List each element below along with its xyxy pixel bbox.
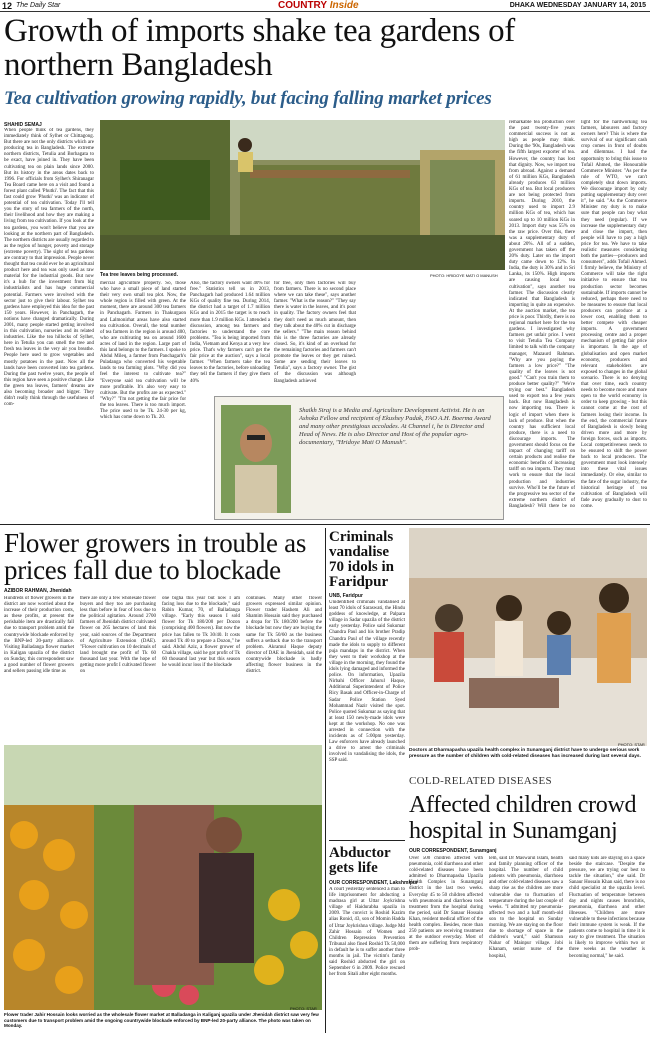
hospital-photo-caption: Doctors at Dharmapasha upazila health complex in Sunamganj district have to undergo serious work pressure as the number of children with cold-related diseases has increased during last several days. — [409, 748, 641, 759]
flower-col-1: Hundreds of flower growers in the district are now worried about the increase of their production costs, as these profits, at present the perishable item are drastically fall due to transport problem amid the countrywide blockade enforced by the BNP-led 20-party alliance. Visiting Balladanga flower market in Kaligan upazila of the district on Sunday, this correspondent saw a good number of flower growers and sellers passing idle time as — [4, 596, 74, 675]
hospital-col-1: Over 500 children affected with pneumonia, cold diarrhoea and other cold-related diseases have been admitted to Dharmapasha Upazila Health Complex in Sunamganj district in the last two weeks. Everyday 45 to 50 children affected with pneumonia and diarrhoea took treatment from the hospital during the period, said Dr Sanaur Hossain Khan, resident medical officer of the health complex. Besides, more than 250 patients are receiving treatment at the outdoor everyday. Most of them are suffering from respiratory prob- — [409, 856, 483, 953]
masthead — [0, 0, 650, 12]
column-rule — [325, 528, 326, 1033]
tea-deck: Tea cultivation growing rapidly, but facing falling market prices — [4, 88, 492, 109]
tea-photo — [100, 120, 505, 270]
abductor-headline: Abductor gets life — [329, 845, 391, 876]
tea-photo-caption: Tea tree leaves being processed. — [100, 272, 179, 278]
tea-col-2: mercial agriculture properly. So, those who have a small piece of land started their very own small tea plot. Now, the whole region is filled with green. At the moment, there are around 300 tea farmers in Panchagarh. Farmers in Thakurgaon and Lalmonirhat areas have also started tea cultivation. Overall, the total number of tea farmers in the region is around 400, who are cultivating tea on around 1600 acres of land in the region. Large part of this land belongs to the farmers. I spoke to Abdul Mileq, a farmer from Panchagarh's Puladanga who converted his vegetable lands to tea farming plots. "Why did you feel the interest to cultivate tea?" "Everyone said tea cultivation will be more profitable. It's also very easy to cultivate. But the profits are as expected." "Why?" "I'm not getting the fair price for the tea leaves. There is too much import. The price used to be Tk. 24-30 per kg, which has come down to Tk. 20. — [100, 281, 186, 421]
abductor-rule — [329, 840, 405, 841]
tea-col-6: district of Bangladesh? Will there be no light for the hardworking tea farmers, labourers and factory owners here? This is where the survival of our significant cash crop comes in front of doubts and dilemmas. I had the opportunity to bring this issue to Tofail Ahmed, the Honourable Commerce Minister. "As per the rule of WTO, we can't completely shut down imports. We discourage import by only putting supplementary duty over it", he said. "As the Commerce Minister my duty is to make sure that people can buy what they need (regular). If we increase the supplementary duty and close the import, then people will have to pay a high price for tea. We have to take realistic measures considering both the parties—producers and consumers", adds Tofail Ahmed. I firmly believe, the Ministry of Commerce will take the right initiative to ensure that tea production sector becomes sustainable. If imports cannot be reduced, perhaps there need to be measures to ensure that local producers can produce at a lower cost, enabling them to better compete with cheaper imports. A government processing centre and a proper mechanism of getting fair price is important. In the age of globalisation and open market economy, producers and relevant stakeholders are exposed to changes in the global scenario. There is no denying that over time, each country needs to become more and more open to the world economy in order to keep growing - but this cannot come at the cost of farmers losing their income. In the end, the commercial future of Bangladesh is slowly being driven more and more by foreign forces, such as imports. Local competitiveness needs to be ensured to shift the power back to local producers. The government must look intensely into these vital issues immediately. Or else, similar to the fate of the sugar industry, the historical heritage of tea cultivation of Bangladesh will fade away gradually to dust to come. — [509, 120, 647, 509]
abductor-byline: OUR CORRESPONDENT, Lakshmipur — [329, 880, 418, 886]
hospital-photo-image — [409, 528, 647, 746]
author-bio: Shaikh Siraj is a Media and Agriculture Development Activist. He is an Ashoka Fellow and recipient of Ekushey Padak, FAO A.H. Boerma Award and many other prestigious accolades. At Channel i, he is Director and Head of News. He is also Director and Host of the popular agro-documentary, "Hridoye Mati O Manush". — [299, 407, 491, 446]
tea-headline: Growth of imports shake tea gardens of northern Bangladesh — [4, 13, 515, 83]
hospital-photo-credit: PHOTO: STAR — [618, 742, 645, 747]
hospital-col-2: lem, said Dr Maswarul Islam, health and family planning officer of the hospital. The number of child patients with pneumonia, diarrhoea and other cold-related diseases saw a sharp rise as the children are more vulnerable due to fluctuation of temperature during the last couple of weeks. "I admitted my pneumonia-affected two and a half month-old son to the hospital on Sunday morning. We are staying on the floor due to shortage of space in the children's ward," said Shamsun Nahar of Mainpur village. Jobi Khanam, senior nurse of the hospital, — [489, 856, 563, 959]
flower-photo — [4, 745, 322, 1010]
flower-col-3: one bigha this year but now I am facing loss due to the blockade," said Rabin Kumar, 70, of Balladanga village. "Early this season I sold flower for Tk 180/200 per Dozon (comprising 400 flowers). But now the price has fallen to Tk 30/40. It costs around Tk 40 to prepare a Dozon," he said. Abdul Aziz, a flower grower of Chakla village, said he got profit of Tk 60 thousand last year but this season he would incur loss if the blockade — [162, 596, 240, 669]
flower-byline: AZIBOR RAHMAN, Jhenidah — [4, 588, 72, 594]
author-photo — [221, 405, 291, 513]
issue-date: DHAKA WEDNESDAY JANUARY 14, 2015 — [509, 2, 646, 9]
section-sub: Inside — [329, 0, 359, 11]
section-label: COUNTRY — [278, 0, 327, 11]
flower-photo-credit: PHOTO: STAR — [290, 1006, 317, 1011]
tea-photo-credit: PHOTO: HRIDOYE MATI O MANUSH — [430, 273, 498, 278]
idols-body: Unidentified criminals vandalised at least 70 idols of Saraswati, the Hindu goddess of knowledge, at Palpara village in Sadar upazila of the district early yesterday. Police said Sukumar Chandra Paul and his brother Pradip Chandra Paul of the village recently made the idols to supply to different puja mandaps in the district. When they went to their workshop at the village in the morning, they found the idols lying damaged and informed the police. On information, Upazila Nirbahi Officer Jahurul Haque, Additional Superintendent of Police Ricy Basak and Officer-in-Charge of Sadar Police Station Syed Mohammad Nazir visited the spot. Police quoted Sukumar as saying that at least 150 newly-made idols were kept at the workshop. No one was arrested in connection with the incidents as of 5:00pm yesterday. Law enforcers have already launched a drive to arrest the criminals involved in vandalising the idols, the SSP said. — [329, 600, 405, 764]
flower-col-2: there are only a few wholesale flower buyers and they too are purchasing less than before in fear of loss due to the political agitation. Around 2700 farmers of Jhenidah district cultivated flower on 265 hectares of land this year, said sources of the Department of Agriculture Extension (DAE). "Flower cultivation on 10 decimals of land brought me profit of Tk 60 thousand last year. With the hope of getting more profit I cultivated flower on — [80, 596, 156, 675]
tea-col-1: When people think of tea gardens, they immediately think of Sylhet or Chittagong. But there are not the only districts which are producing tea in Bangladesh. The extreme northern districts, Tetulia and Borhagata to be exact, have joined in. They have been cultivating tea on plain lands since 2000. But its history in the areas dates back to 1996. For officials from Sylhet's Shiranagar Tea Board came here on a visit and found a forest plant called 'Phutki'. The fact that this fast could grow 'Phutki' was an indicator of potential of tea cultivation. Today I'll tell you the story of tea farmers of the north, their livelihood and how they are making a living from tea cultivation. If you look at the tea gardens, you won't believe that you are looking at the northern part of Bangladesh. The northern districts are usually regarded to as the region of hunger, poverty and storage (extreme poverty). The sight of tea gardens are contrary to that impression. People never thought that tea could ever be an agricultural product here and tea was only used as raw material for the industrial goods. But now it's a hub for the investment from big industrialists and has huge commercial potential. Farmers were involved with the sector just to give their labour. Sylhet tea gardens have employed this idea for the past 150 years. However, in Panchagarh, the notions have changed dramatically. During 2001, many people started getting involved in this cultivation, nurseries and its related industries. Like the tea hillocks of Sylhet, here in Tetulia you can smell the tree and fresh tea leaves in the very air you breathe. People here used to grow vegetables and mostly potatoes in the past. Now all the lands have been converted into tea gardens. During the past twelve years, the people of this region have seen a positive change. Like the green tea leaves, farmers' dreams are also becoming broader and bigger. They didn't really think through the usefulness of com- — [4, 128, 94, 408]
hospital-byline: OUR CORRESPONDENT, Sunamganj — [409, 848, 497, 854]
bio-box — [214, 396, 504, 520]
tea-col-4: for free, only then factories will buy from farmers. There is no second place where we can take these", says another farmer. "What is the reason?" "They say there is water in the leaves, and it's poor in quality. The factory owners feel that they don't need as much amount, then they talk about the 40% cut in discharge the sellers." "The main reason behind this is the three factories are already closed. So, it's kind of an overload for the remaining factories and farmers can't promote the leaves or they get ruined. Some are sending their leaves to Tetulia", says a factory owner. The gist of the discussion was although Bangladesh achieved — [274, 281, 356, 384]
flower-headline: Flower growers in trouble as prices fall due to blockade — [4, 528, 307, 585]
tea-right-block — [509, 120, 647, 520]
flower-col-4: continues. Many other flower growers expressed similar opinion. Flower trader Hashem Ali and Shamim Hossain said they purchased a dropa for Tk 180/200 before the blockade but now they are buying the same for Tk 50/60 as the business suffers a setback due to the transport problem. Akramul Haque deputy director of DAE in Jhenidah, said the countrywide blockade is badly affecting flower business in the district. — [246, 596, 322, 675]
tea-photo-image — [100, 120, 505, 270]
tea-byline: SHAHID SEMAJ — [4, 122, 42, 128]
idols-byline: UNB, Faridpur — [329, 593, 363, 599]
hospital-kicker: COLD-RELATED DISEASES — [409, 775, 552, 787]
flower-photo-caption: Flower trader Jahir Hossain looks worried as the wholesale flower market at Balladanga in Kaliganj upazila under Jhenidah district saw very few customers due to transport problem amid the ongoing countrywide blockade enforced by BNP-led 20-party alliance. The photo was taken on Monday. — [4, 1012, 319, 1029]
hospital-photo — [409, 528, 647, 746]
paper-name: The Daily Star — [16, 2, 61, 9]
idols-headline: Criminals vandalise 70 idols in Faridpur — [329, 529, 395, 590]
tea-col-3: Also, the factory owners want 40% for free." Statistics tell us in 2013, Panchagarh had produced 1.64 million KGs of quality fine tea. During 2014, the district had a target of 1.7 million KGs and in 2015 the target is to reach more than 1.9 million KGs. I attended a discussion, among tea farmers and factories to understand the core problems. "Tea is being imported from India, Vietnam and Kenya at a very low price. That's why farmers can't get the fair price at the auction", says a local farmer. "When farmers take the tea leaves to the factories, before unloading they tell the farmers if they give them 40% — [190, 281, 270, 384]
flower-photo-image — [4, 745, 322, 1010]
hospital-col-3: said many kids are staying on a space beside the staircase. "Despite the pressure, we are trying our best to tackle the situation," she said. Dr Sanaur Hossain Khan said, there is no child specialist at the upazila level. Fluctuation of temperature between day and nights causes bronchitis, pneumonia, diarrhoea and other illnesses. "Children are more vulnerable to these infections because their immune system is weak. If the patients come to hospital in time it is easy to give treatment. The situation is likely to improve within two or three weeks as the weather is becoming normal," he said. — [569, 856, 645, 959]
author-photo-image — [221, 405, 291, 513]
abductor-body: A court yesterday sentenced a man to life imprisonment for abducting a madrasa girl at Uttar Joykrishna village of Haidurabha upazila in 2009. The convict is Roshid Kazim alias Ronid, 43, son of Momin Hadda of Uttar Joykrishna village. Judge Md Zahir Hossain of Women and Children Repression Prevention Tribunal also fined Roshid Tk 50,000 in default he is to suffer another three months in jail. The victim's family said Roshid abducted the girl on September 6 in 2009. Police rescued her from Sitali after eight months. — [329, 887, 405, 978]
tea-col-5: remarkable tea production over the past twenty-five years commercial success is not as high as people may think. During the '90s, Bangladesh was the fifth largest exporter of tea. However, the country has lost that dignity. Now, we import tea from abroad. Against a demand of 61 million KGs, Bangladesh already produces 63 million KGs of tea. But local producers are not being protected from imports. During 2010, the country used to import 2.9 million KGs of tea, which has soared up to 10 million KGs in 2013. Import duty was 55% on the raw price. Over this, there was a supplementary duty of about 20%. All of a sudden, government has taken off the 20% duty. Later on the import duty came down to 12%. In India, the duty is 30% and in Sri Lanka, its 150%. High imports are causing local tea cultivation", says another tea farmer. The discussion clearly indicated that Bangladesh is importing in quite an expensive. At the auction market, the tea price is poor. Thirdly, there is no regional market here for the tea gardens. I investigated why farmers get unfair price. I went to visit Tetulia Tea Company limited to talk with the company manager, Mazaurd Rahman. "Why are you paying the farmers a low price?" "The quality of the leaves is not good." "Can't you train them to produce better quality?" "We're trying our best." Bangladesh used to export tea a few years back. But now Bangladesh is now importing tea. There is logic of import when there is lack of produce. But when the country has sufficient local produce, there is a need to discourage imports. The government should focus on the impact of changing tariff on certain products and realise the economic benefits of increasing tariff on tea imports. They must work to ensure that the local production and industries survive. Who'll be the future of the progressive tea sector of the extreme northern — [509, 120, 575, 503]
page-number: 12 — [2, 1, 13, 11]
section-title — [278, 0, 359, 11]
section-rule — [0, 524, 650, 525]
hospital-headline: Affected children crowd hospital in Sunamganj — [409, 792, 637, 844]
